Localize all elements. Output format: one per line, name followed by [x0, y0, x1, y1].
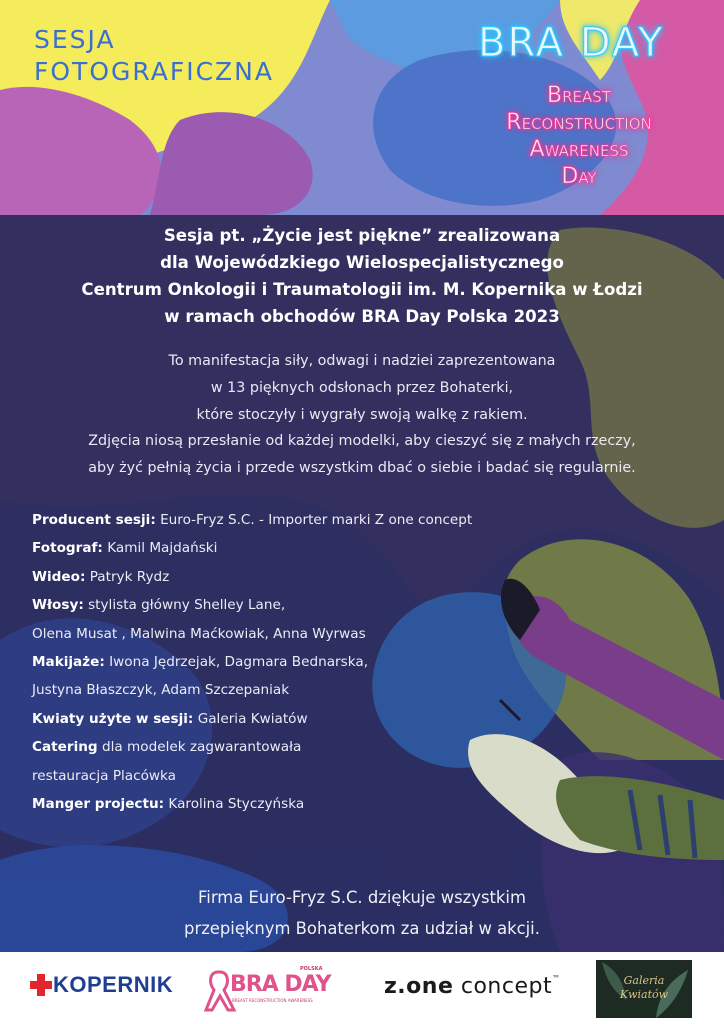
credit-hair-continued: Olena Musat , Malwina Maćkowiak, Anna Wyrwas	[32, 625, 366, 642]
credit-producer	[32, 506, 512, 534]
event-sub-line2: Reconstruction	[506, 110, 652, 135]
credit-hair-label: Włosy:	[32, 597, 84, 614]
credit-makeup-value: Iwona Jędrzejak, Dagmara Bednarska,	[104, 654, 369, 671]
headline-line2: dla Wojewódzkiego Wielospecjalistycznego	[160, 253, 564, 272]
credit-video	[32, 563, 512, 591]
session-line1: SESJA	[34, 25, 116, 54]
credit-hair-value: stylista główny Shelley Lane,	[83, 597, 286, 614]
zone-concept-logo	[384, 974, 561, 999]
credit-flowers-value: Galeria Kwiatów	[193, 710, 308, 727]
event-sub-line1: Breast	[547, 83, 611, 108]
credit-catering-continued: restauracja Placówka	[32, 767, 177, 784]
headline-line4: w ramach obchodów BRA Day Polska 2023	[164, 307, 560, 326]
event-subtitle	[468, 82, 690, 190]
event-sub-line4: Day	[561, 164, 597, 189]
bra-logo-tagline: BREAST RECONSTRUCTION AWARENESS	[232, 998, 313, 1003]
credit-producer-value: Euro-Fryz S.C. - Importer marki Z one concept	[155, 512, 473, 528]
intro-line3: które stoczyły i wygrały swoją walkę z rakiem.	[196, 406, 528, 423]
credits-list	[32, 506, 512, 818]
credit-manager-value: Karolina Styczyńska	[164, 796, 305, 813]
intro-line5: aby żyć pełnią życia i przede wszystkim dbać o siebie i badać się regularnie.	[88, 460, 636, 477]
event-title: BRA DAY	[478, 20, 665, 66]
session-heading	[34, 24, 274, 88]
zone-logo-bold: z.one	[384, 974, 454, 999]
credit-makeup-label: Makijaże:	[32, 654, 105, 671]
credit-flowers-label: Kwiaty użyte w sesji:	[32, 710, 194, 727]
intro-line4: Zdjęcia niosą przesłanie od każdej modelki, aby cieszyć się z małych rzeczy,	[88, 433, 636, 450]
medical-cross-icon	[30, 974, 52, 996]
credit-catering-value: dla modelek zagwarantowała	[97, 739, 302, 756]
session-line2: FOTOGRAFICZNA	[34, 57, 274, 86]
credit-photographer-label: Fotograf:	[32, 540, 103, 557]
sponsor-footer	[0, 952, 724, 1024]
intro-line2: w 13 pięknych odsłonach przez Bohaterki,	[210, 379, 514, 396]
credit-producer-label: Producent sesji:	[32, 512, 156, 528]
thanks-note	[60, 882, 664, 944]
credit-hair	[32, 591, 512, 619]
credit-catering	[32, 733, 512, 761]
credit-makeup	[32, 648, 512, 676]
credit-manager-label: Manger projectu:	[32, 796, 165, 813]
credit-makeup-continued: Justyna Błaszczyk, Adam Szczepaniak	[32, 682, 290, 699]
intro-text	[30, 348, 694, 482]
headline	[40, 222, 684, 330]
credit-catering-label: Catering	[32, 739, 98, 756]
galeria-logo-text	[596, 974, 692, 1002]
event-sub-line3: Awareness	[529, 137, 629, 162]
credit-manager	[32, 790, 512, 818]
headline-line3: Centrum Onkologii i Traumatologii im. M. Kopernika w Łodzi	[81, 280, 643, 299]
kopernik-logo	[30, 972, 173, 998]
credit-video-label: Wideo:	[32, 568, 86, 585]
bra-logo-text: BRA DAY	[230, 972, 331, 997]
credit-photographer-value: Kamil Majdański	[102, 540, 218, 557]
thanks-line2: przepięknym Bohaterkom za udział w akcji.	[184, 919, 540, 938]
galeria-line1: Galeria	[623, 974, 665, 987]
kopernik-logo-text: KOPERNIK	[53, 972, 174, 997]
bra-logo-country: POLSKA	[300, 966, 323, 972]
headline-line1: Sesja pt. „Życie jest piękne” zrealizowana	[163, 226, 561, 245]
galeria-kwiatow-logo	[596, 960, 692, 1018]
credit-video-value: Patryk Rydz	[85, 568, 170, 585]
galeria-line2: Kwiatów	[619, 988, 669, 1001]
zone-logo-rest: concept	[453, 974, 553, 999]
credit-flowers	[32, 705, 512, 733]
intro-line1: To manifestacja siły, odwagi i nadziei zaprezentowana	[168, 353, 556, 369]
thanks-line1: Firma Euro-Fryz S.C. dziękuje wszystkim	[198, 888, 526, 907]
trademark-icon: ™	[552, 974, 561, 983]
credit-photographer	[32, 534, 512, 562]
